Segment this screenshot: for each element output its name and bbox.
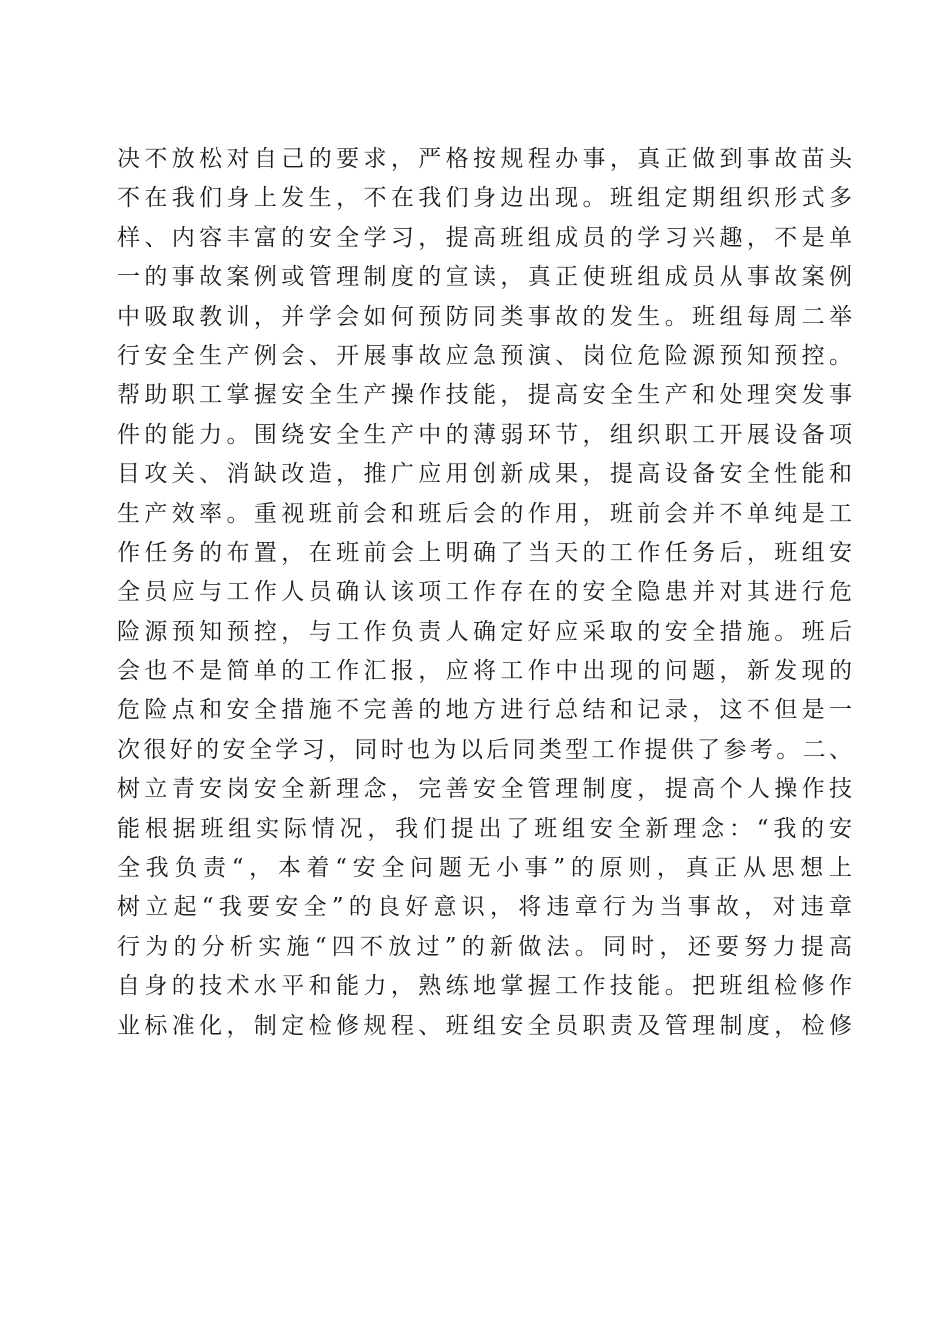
text-line: 目攻关、消缺改造，推广应用创新成果，提高设备安全性能和 xyxy=(117,461,852,488)
text-line: 会也不是简单的工作汇报，应将工作中出现的问题，新发现的 xyxy=(117,658,852,685)
text-line: 树立青安岗安全新理念，完善安全管理制度，提高个人操作技 xyxy=(117,776,852,803)
text-line: 生产效率。重视班前会和班后会的作用，班前会并不单纯是工 xyxy=(117,500,852,527)
text-line: 全我负责“，本着“安全问题无小事”的原则，真正从思想上 xyxy=(117,855,852,882)
text-line: 件的能力。围绕安全生产中的薄弱环节，组织职工开展设备项 xyxy=(117,421,852,448)
text-line: 业标准化，制定检修规程、班组安全员职责及管理制度，检修 xyxy=(117,1012,852,1039)
body-paragraph xyxy=(117,140,852,1046)
text-line: 样、内容丰富的安全学习，提高班组成员的学习兴趣，不是单 xyxy=(117,224,852,251)
text-line: 自身的技术水平和能力，熟练地掌握工作技能。把班组检修作 xyxy=(117,973,852,1000)
text-line: 能根据班组实际情况，我们提出了班组安全新理念：“我的安 xyxy=(117,815,852,842)
text-line: 行安全生产例会、开展事故应急预演、岗位危险源预知预控。 xyxy=(117,342,852,369)
text-line: 帮助职工掌握安全生产操作技能，提高安全生产和处理突发事 xyxy=(117,382,852,409)
text-line: 作任务的布置，在班前会上明确了当天的工作任务后，班组安 xyxy=(117,539,852,566)
text-line: 不在我们身上发生，不在我们身边出现。班组定期组织形式多 xyxy=(117,185,852,212)
text-line: 危险点和安全措施不完善的地方进行总结和记录，这不但是一 xyxy=(117,697,852,724)
text-line: 全员应与工作人员确认该项工作存在的安全隐患并对其进行危 xyxy=(117,579,852,606)
text-line: 决不放松对自己的要求，严格按规程办事，真正做到事故苗头 xyxy=(117,146,852,172)
text-line: 树立起“我要安全”的良好意识，将违章行为当事故，对违章 xyxy=(117,894,852,921)
text-line: 中吸取教训，并学会如何预防同类事故的发生。班组每周二举 xyxy=(117,303,852,330)
text-line: 次很好的安全学习，同时也为以后同类型工作提供了参考。二、 xyxy=(117,736,852,763)
text-line: 一的事故案例或管理制度的宣读，真正使班组成员从事故案例 xyxy=(117,264,852,291)
text-line: 险源预知预控，与工作负责人确定好应采取的安全措施。班后 xyxy=(117,618,852,645)
text-line: 行为的分析实施“四不放过”的新做法。同时，还要努力提高 xyxy=(117,933,852,960)
